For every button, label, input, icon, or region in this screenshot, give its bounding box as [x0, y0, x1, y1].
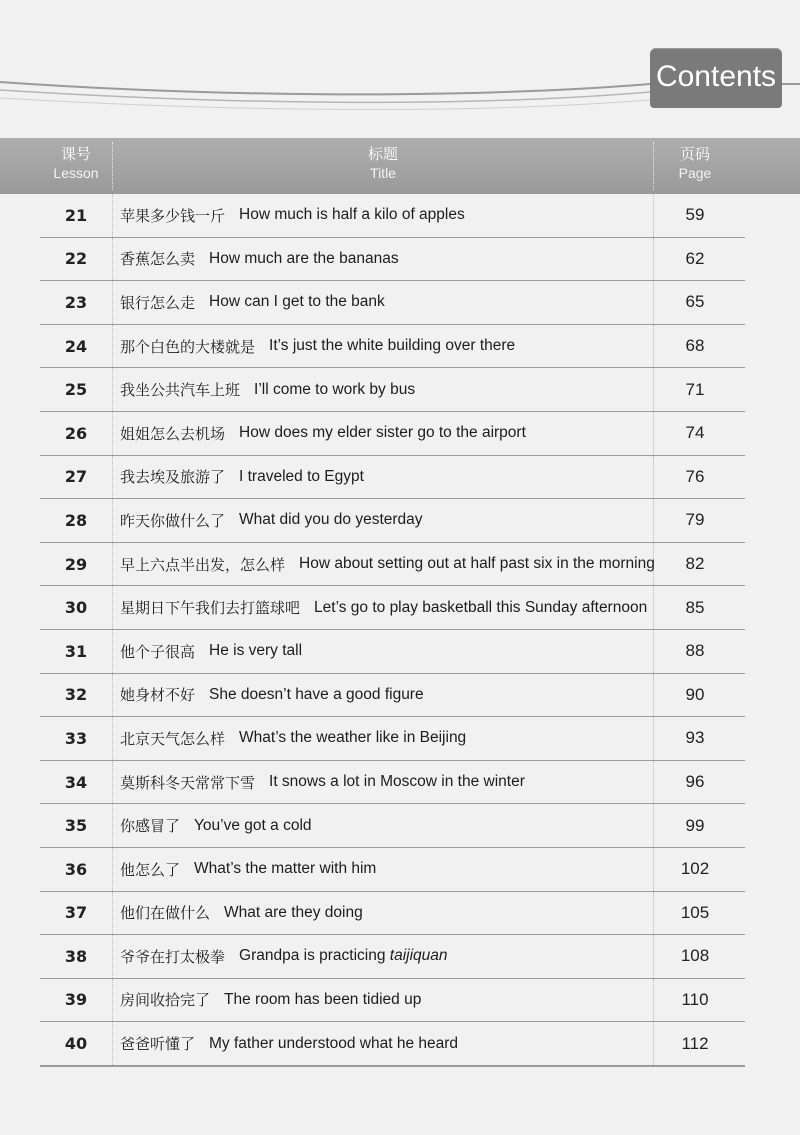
lesson-title-en: I traveled to Egypt	[239, 467, 364, 485]
lesson-title	[120, 281, 655, 324]
page-number: 96	[685, 772, 705, 792]
lesson-title-en: He is very tall	[209, 642, 303, 660]
lesson-title-en: It snows a lot in Moscow in the winter	[269, 773, 525, 791]
contents-tab	[650, 48, 782, 108]
lesson-title-en: You’ve got a cold	[194, 816, 312, 834]
header-page-zh: 页码	[679, 145, 710, 163]
toc-row[interactable]	[40, 761, 745, 805]
lesson-title-zh: 香蕉怎么卖	[120, 250, 196, 269]
column-divider	[112, 935, 113, 978]
lesson-title-en: How much are the bananas	[209, 249, 399, 267]
lesson-title-en: It’s just the white building over there	[269, 337, 516, 355]
column-divider	[112, 412, 113, 455]
column-divider	[112, 238, 113, 281]
lesson-number: 39	[64, 990, 88, 1010]
page-number: 93	[685, 728, 705, 748]
lesson-title-zh: 莫斯科冬天常常下雪	[120, 773, 256, 792]
column-divider	[112, 1022, 113, 1065]
header-title	[113, 144, 653, 182]
column-divider	[112, 804, 113, 847]
page-number: 79	[685, 510, 705, 530]
page-number: 59	[685, 205, 705, 225]
toc-row[interactable]	[40, 238, 745, 282]
lesson-title-zh: 房间收拾完了	[120, 991, 211, 1010]
lesson-title-zh: 爸爸听懂了	[120, 1035, 196, 1054]
column-divider	[112, 630, 113, 673]
lesson-title-zh: 早上六点半出发，怎么样	[120, 555, 286, 574]
column-divider	[112, 368, 113, 411]
lesson-title	[120, 325, 655, 368]
contents-table	[40, 194, 745, 1067]
lesson-title	[120, 368, 655, 411]
lesson-title	[120, 412, 655, 455]
lesson-title	[120, 586, 655, 629]
lesson-title	[120, 543, 655, 586]
toc-row[interactable]	[40, 586, 745, 630]
header-page	[655, 144, 735, 182]
page-number: 62	[685, 248, 705, 268]
lesson-title-zh: 爷爷在打太极拳	[120, 947, 226, 966]
column-divider	[112, 892, 113, 935]
header-page-en: Page	[678, 165, 712, 181]
lesson-title-zh: 北京天气怎么样	[120, 729, 226, 748]
column-divider	[112, 325, 113, 368]
lesson-title-zh: 他怎么了	[120, 860, 181, 879]
lesson-number: 36	[64, 859, 88, 879]
lesson-title-en: What are they doing	[224, 903, 363, 921]
toc-row[interactable]	[40, 804, 745, 848]
toc-row[interactable]	[40, 456, 745, 500]
toc-row[interactable]	[40, 717, 745, 761]
lesson-title	[120, 456, 655, 499]
table-header	[0, 138, 800, 194]
lesson-number: 28	[64, 510, 88, 530]
lesson-title-en: My father understood what he heard	[209, 1034, 459, 1052]
lesson-title-en: What’s the weather like in Beijing	[239, 729, 467, 747]
lesson-title	[120, 892, 655, 935]
page-number: 65	[685, 292, 705, 312]
page-number: 88	[685, 641, 705, 661]
lesson-title-zh: 我坐公共汽车上班	[120, 381, 241, 400]
page-number: 85	[685, 597, 705, 617]
lesson-title	[120, 194, 655, 237]
lesson-title	[120, 848, 655, 891]
lesson-title-zh: 他个子很高	[120, 642, 196, 661]
toc-row[interactable]	[40, 630, 745, 674]
lesson-title-en: What did you do yesterday	[239, 511, 423, 529]
lesson-title	[120, 717, 655, 760]
lesson-title-zh: 星期日下午我们去打篮球吧	[120, 599, 301, 618]
toc-row[interactable]	[40, 892, 745, 936]
column-divider	[112, 499, 113, 542]
lesson-title-en: What’s the matter with him	[194, 860, 377, 878]
column-divider	[112, 717, 113, 760]
lesson-title	[120, 761, 655, 804]
header-lesson-en: Lesson	[53, 165, 99, 181]
toc-row[interactable]	[40, 674, 745, 718]
lesson-title-zh: 她身材不好	[120, 686, 196, 705]
lesson-number: 23	[64, 292, 88, 312]
toc-row[interactable]	[40, 543, 745, 587]
page-number: 74	[685, 423, 705, 443]
toc-row[interactable]	[40, 194, 745, 238]
lesson-title	[120, 499, 655, 542]
lesson-title-en: How about setting out at half past six in the morning	[299, 555, 655, 573]
lesson-title-en: Let’s go to play basketball this Sunday afternoon	[314, 598, 648, 616]
toc-row[interactable]	[40, 848, 745, 892]
page-number: 99	[685, 815, 705, 835]
page-number: 112	[681, 1033, 709, 1053]
lesson-number: 35	[64, 816, 88, 836]
column-divider	[112, 761, 113, 804]
lesson-title-zh: 银行怎么走	[120, 293, 196, 312]
header-title-en: Title	[370, 165, 396, 181]
lesson-title-en: She doesn’t have a good figure	[209, 685, 424, 703]
toc-row[interactable]	[40, 368, 745, 412]
header-lesson	[40, 144, 112, 182]
column-divider	[112, 586, 113, 629]
header-title-zh: 标题	[367, 145, 398, 163]
lesson-title-zh: 我去埃及旅游了	[120, 468, 226, 487]
lesson-number: 26	[64, 423, 88, 443]
lesson-title	[120, 935, 655, 978]
page-number: 76	[685, 466, 705, 486]
page-number: 102	[680, 859, 710, 879]
lesson-number: 24	[64, 336, 88, 356]
lesson-title	[120, 674, 655, 717]
lesson-title-zh: 姐姐怎么去机场	[120, 424, 226, 443]
lesson-number: 40	[64, 1034, 88, 1054]
page-number: 90	[685, 684, 705, 704]
column-divider	[112, 848, 113, 891]
toc-row[interactable]	[40, 1022, 745, 1067]
lesson-title	[120, 630, 655, 673]
lesson-number: 32	[64, 685, 88, 705]
column-divider	[112, 194, 113, 237]
lesson-number: 31	[64, 641, 88, 661]
toc-row[interactable]	[40, 979, 745, 1023]
toc-row[interactable]	[40, 325, 745, 369]
lesson-title-zh: 那个白色的大楼就是	[120, 337, 256, 356]
lesson-title-zh: 他们在做什么	[120, 904, 211, 923]
lesson-title	[120, 1022, 655, 1065]
lesson-title	[120, 979, 655, 1022]
lesson-number: 25	[64, 380, 88, 400]
lesson-title-en: The room has been tidied up	[224, 990, 422, 1008]
lesson-title-zh: 苹果多少钱一斤	[120, 206, 226, 225]
lesson-title	[120, 804, 655, 847]
page-number: 82	[685, 554, 705, 574]
column-divider	[112, 674, 113, 717]
lesson-title-en: How can I get to the bank	[209, 293, 385, 311]
lesson-title-zh: 你感冒了	[120, 817, 181, 836]
lesson-title-en: Grandpa is practicing taijiquan	[239, 947, 448, 965]
lesson-number: 38	[64, 946, 88, 966]
page-number: 105	[680, 902, 710, 922]
lesson-title-en: I’ll come to work by bus	[254, 380, 416, 398]
header-divider	[653, 142, 654, 190]
toc-row[interactable]	[40, 935, 745, 979]
toc-row[interactable]	[40, 412, 745, 456]
column-divider	[112, 543, 113, 586]
contents-tab-label: Contents	[655, 60, 777, 93]
page-number: 68	[685, 336, 705, 356]
lesson-number: 27	[64, 467, 88, 487]
toc-row[interactable]	[40, 499, 745, 543]
header-lesson-zh: 课号	[60, 145, 91, 163]
lesson-title-en: How much is half a kilo of apples	[239, 206, 465, 224]
lesson-title-en: How does my elder sister go to the airport	[239, 424, 526, 442]
page-number: 108	[680, 946, 710, 966]
lesson-number: 34	[64, 772, 88, 792]
lesson-number: 29	[64, 554, 88, 574]
lesson-number: 21	[64, 205, 88, 225]
page-number: 71	[685, 379, 705, 399]
lesson-title	[120, 238, 655, 281]
lesson-number: 37	[64, 903, 88, 923]
toc-row[interactable]	[40, 281, 745, 325]
page-number: 110	[681, 989, 709, 1009]
lesson-number: 30	[64, 598, 88, 618]
lesson-number: 33	[64, 728, 88, 748]
column-divider	[112, 281, 113, 324]
lesson-number: 22	[64, 249, 88, 269]
column-divider	[112, 979, 113, 1022]
lesson-title-zh: 昨天你做什么了	[120, 511, 226, 530]
column-divider	[112, 456, 113, 499]
